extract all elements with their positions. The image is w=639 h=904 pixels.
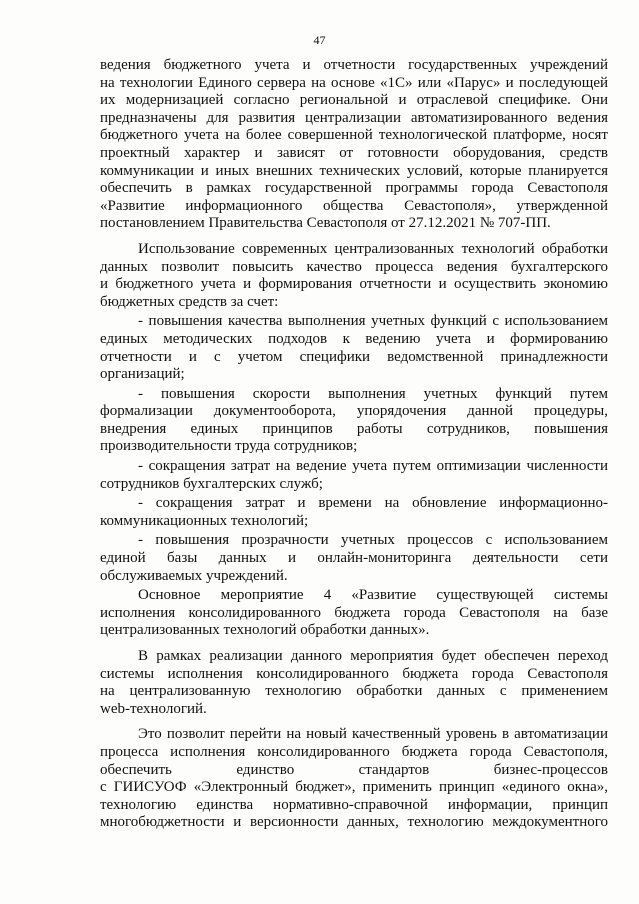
text-line: обслуживаемых учреждений. bbox=[100, 567, 288, 584]
text-line: на централизованную технологию обработки данных с применением bbox=[100, 683, 608, 700]
text-line: web-технологий. bbox=[100, 700, 207, 717]
text-line: их модернизацией согласно региональной и отраслевой специфике. Они bbox=[100, 92, 608, 109]
text-line: сотрудников бухгалтерских служб; bbox=[100, 475, 323, 492]
text-line: обеспечить в рамках государственной программы города Севастополя bbox=[100, 180, 608, 197]
text-line: - сокращения затрат на ведение учета путем оптимизации численности bbox=[138, 458, 608, 475]
text-line: отчетности и с учетом специфики ведомственной принадлежности bbox=[100, 348, 608, 365]
text-line: формализации документооборота, упорядочения данной процедуры, bbox=[100, 403, 608, 420]
text-line: процесса исполнения консолидированного бюджета города Севастополя, bbox=[100, 743, 608, 760]
text-line: коммуникации и иных внешних технических условий, которые планируется bbox=[100, 162, 608, 179]
text-line: централизованных технологий обработки данных». bbox=[100, 622, 430, 639]
paragraph bbox=[100, 241, 608, 311]
document-body bbox=[100, 57, 608, 832]
text-line: многобюджетности и версионности данных, технологию междокументного bbox=[100, 814, 608, 831]
text-line: - сокращения затрат и времени на обновление информационно- bbox=[138, 495, 608, 512]
text-line: - повышения прозрачности учетных процессов с использованием bbox=[138, 532, 608, 549]
text-line: единой базы данных и онлайн-мониторинга деятельности сети bbox=[100, 550, 608, 567]
list-item bbox=[100, 313, 608, 383]
list-item bbox=[100, 495, 608, 530]
text-line: с ГИИСУОФ «Электронный бюджет», применить принцип «единого окна», bbox=[100, 779, 608, 796]
text-line: Использование современных централизованных технологий обработки bbox=[138, 240, 608, 257]
text-line: Это позволит перейти на новый качественный уровень в автоматизации bbox=[138, 726, 608, 743]
text-line: проектный характер и зависят от готовности оборудования, средств bbox=[100, 144, 608, 161]
list-item bbox=[100, 458, 608, 493]
text-line: постановлением Правительства Севастополя от 27.12.2021 № 707-ПП. bbox=[100, 215, 551, 232]
text-line: организаций; bbox=[100, 366, 185, 383]
text-line: ведения бюджетного учета и отчетности государственных учреждений bbox=[100, 57, 608, 73]
text-line: - повышения скорости выполнения учетных функций путем bbox=[138, 385, 608, 402]
paragraph bbox=[100, 587, 608, 640]
text-line: системы исполнения консолидированного бюджета города Севастополя bbox=[100, 665, 608, 682]
text-line: внедрения единых принципов работы сотрудников, повышения bbox=[100, 420, 608, 437]
text-line: на технологии Единого сервера на основе «1С» или «Парус» и последующей bbox=[100, 74, 608, 91]
text-line: - повышения качества выполнения учетных функций с использованием bbox=[138, 313, 608, 330]
text-line: Основное мероприятие 4 «Развитие существующей системы bbox=[138, 587, 608, 604]
text-line: предназначены для развития централизации автоматизированного ведения bbox=[100, 109, 608, 126]
text-line: исполнения консолидированного бюджета города Севастополя на базе bbox=[100, 604, 608, 621]
text-line: В рамках реализации данного мероприятия будет обеспечен переход bbox=[138, 648, 608, 664]
text-line: бюджетных средств за счет: bbox=[100, 293, 279, 310]
text-line: производительности труда сотрудников; bbox=[100, 438, 358, 455]
list-item bbox=[100, 532, 608, 585]
paragraph bbox=[100, 648, 608, 718]
paragraph bbox=[100, 726, 608, 832]
text-line: «Развитие информационного общества Севастополя», утвержденной bbox=[100, 197, 608, 214]
page-number: 47 bbox=[313, 33, 326, 47]
paragraph bbox=[100, 57, 608, 233]
text-line: технологию единства нормативно-справочной информации, принцип bbox=[100, 796, 608, 813]
list-item bbox=[100, 386, 608, 456]
text-line: обеспечить единство стандартов бизнес-процессов bbox=[100, 761, 608, 778]
text-line: данных позволит повысить качество процесса ведения бухгалтерского bbox=[100, 258, 608, 275]
text-line: и бюджетного учета и формирования отчетности и осуществить экономию bbox=[100, 276, 608, 293]
text-line: единых методических подходов к ведению учета и формированию bbox=[100, 330, 608, 347]
text-line: бюджетного учета на более совершенной технологической платформе, носят bbox=[100, 127, 608, 144]
text-line: коммуникационных технологий; bbox=[100, 512, 309, 529]
